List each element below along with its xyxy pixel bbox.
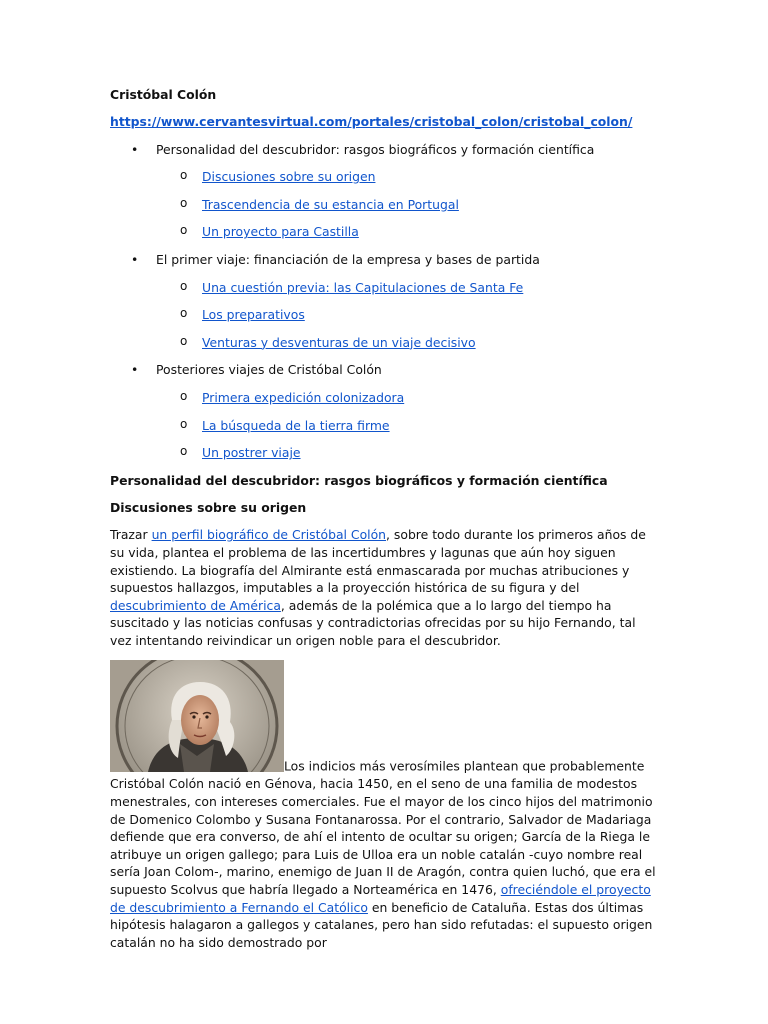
paragraph-text: , sobre todo durante los primeros años de su vida, plantea el problema de las incertidumbres y lagunas que aún hoy siguen existiendo. La biografía del Almirante está enmascarada por muchas atribuciones y supuestos hallazgos, imputables a la proyección histórica de su figura y del (110, 527, 646, 596)
outline-section (110, 141, 658, 158)
paragraph-text: Los indicios más verosímiles plantean que probablemente Cristóbal Colón nació en Génova, hacia 1450, en el seno de una familia de modestos menestrales, con intereses comerciales. Fue el mayor de los cinco hijos del matrimonio de Domenico Colombo y Susana Fontanarossa. Por el contrario, Salvador de Madariaga defiende que era converso, de ahí el intento de ocultar su origen; García de la Riega le atribuye un origen gallego; para Luis de Ulloa era un noble catalán -cuyo nombre real sería Joan Colom-, marino, enemigo de Juan II de Aragón, contra quien luchó, que era el supuesto Scolvus que habría llegado a Norteamérica en 1476, (110, 758, 656, 898)
circle-bullet-icon: o (180, 195, 188, 210)
outline-section-label: Posteriores viajes de Cristóbal Colón (156, 362, 382, 378)
outline-subitem-link[interactable]: Trascendencia de su estancia en Portugal (202, 196, 459, 212)
section-heading: Personalidad del descubridor: rasgos biográficos y formación científica (110, 472, 608, 488)
outline-sublist-wrap (110, 168, 658, 240)
outline-subitem (110, 168, 658, 185)
outline-subitem-link[interactable]: Venturas y desventuras de un viaje decisivo (202, 334, 476, 350)
source-url-link[interactable]: https://www.cervantesvirtual.com/portales/cristobal_colon/cristobal_colon/ (110, 114, 633, 129)
source-url-line (110, 113, 658, 130)
outline-sublist-wrap (110, 389, 658, 461)
circle-bullet-icon: o (180, 168, 188, 183)
circle-bullet-icon: o (180, 278, 188, 293)
outline-sublist (110, 389, 658, 461)
outline-sublist (110, 168, 658, 240)
bullet-icon: • (131, 251, 139, 267)
paragraph-text: , además de la polémica que a lo largo del tiempo ha suscitado y las noticias confusas y contradictorias ofrecidas por su hijo Fernando, tal vez intentando reivindicar un origen noble para el descubridor. (110, 597, 636, 648)
paragraph-2 (110, 660, 658, 951)
circle-bullet-icon: o (180, 223, 188, 238)
circle-bullet-icon: o (180, 388, 188, 403)
outline-subitem-link[interactable]: Una cuestión previa: las Capitulaciones de Santa Fe (202, 279, 524, 295)
document-title: Cristóbal Colón (110, 87, 217, 102)
biography-link[interactable]: un perfil biográfico de Cristóbal Colón (151, 527, 387, 543)
outline-subitem (110, 223, 658, 240)
outline-sublist-wrap (110, 279, 658, 351)
outline-subitem (110, 279, 658, 296)
circle-bullet-icon: o (180, 306, 188, 321)
outline-subitem-link[interactable]: Un proyecto para Castilla (202, 224, 359, 240)
circle-bullet-icon: o (180, 333, 188, 348)
outline-subitem (110, 417, 658, 434)
outline-section (110, 361, 658, 378)
bullet-icon: • (131, 362, 139, 378)
bullet-icon: • (131, 141, 139, 157)
outline-subitem-link[interactable]: Primera expedición colonizadora (202, 389, 405, 405)
document-page (110, 86, 658, 951)
columbus-portrait-image (110, 660, 284, 772)
paragraph-text: en beneficio de Cataluña. Estas dos últimas hipótesis halagaron a gallegos y catalanes, pero han sido refutadas: el supuesto origen catalán no ha sido demostrado por (110, 899, 653, 950)
outline-section (110, 251, 658, 268)
outline-subitem-link[interactable]: Los preparativos (202, 307, 305, 323)
outline-subitem-link[interactable]: Un postrer viaje (202, 445, 301, 461)
outline-section-label: Personalidad del descubridor: rasgos biográficos y formación científica (156, 141, 595, 157)
outline-subitem (110, 389, 658, 406)
outline-subitem (110, 444, 658, 461)
discovery-link[interactable]: descubrimiento de América (110, 597, 281, 613)
subsection-heading: Discusiones sobre su origen (110, 500, 307, 516)
outline-subitem-link[interactable]: La búsqueda de la tierra firme (202, 417, 390, 433)
paragraph-text: Trazar (110, 527, 152, 543)
outline-subitem-link[interactable]: Discusiones sobre su origen (202, 169, 376, 185)
outline-sublist (110, 279, 658, 351)
project-link[interactable]: ofreciéndole el proyecto de descubrimiento a Fernando el Católico (110, 882, 651, 915)
outline-list (110, 141, 658, 462)
outline-subitem (110, 306, 658, 323)
circle-bullet-icon: o (180, 416, 188, 431)
outline-section-label: El primer viaje: financiación de la empresa y bases de partida (156, 251, 540, 267)
circle-bullet-icon: o (180, 444, 188, 459)
paragraph-1 (110, 526, 658, 649)
outline-subitem (110, 196, 658, 213)
outline-subitem (110, 334, 658, 351)
